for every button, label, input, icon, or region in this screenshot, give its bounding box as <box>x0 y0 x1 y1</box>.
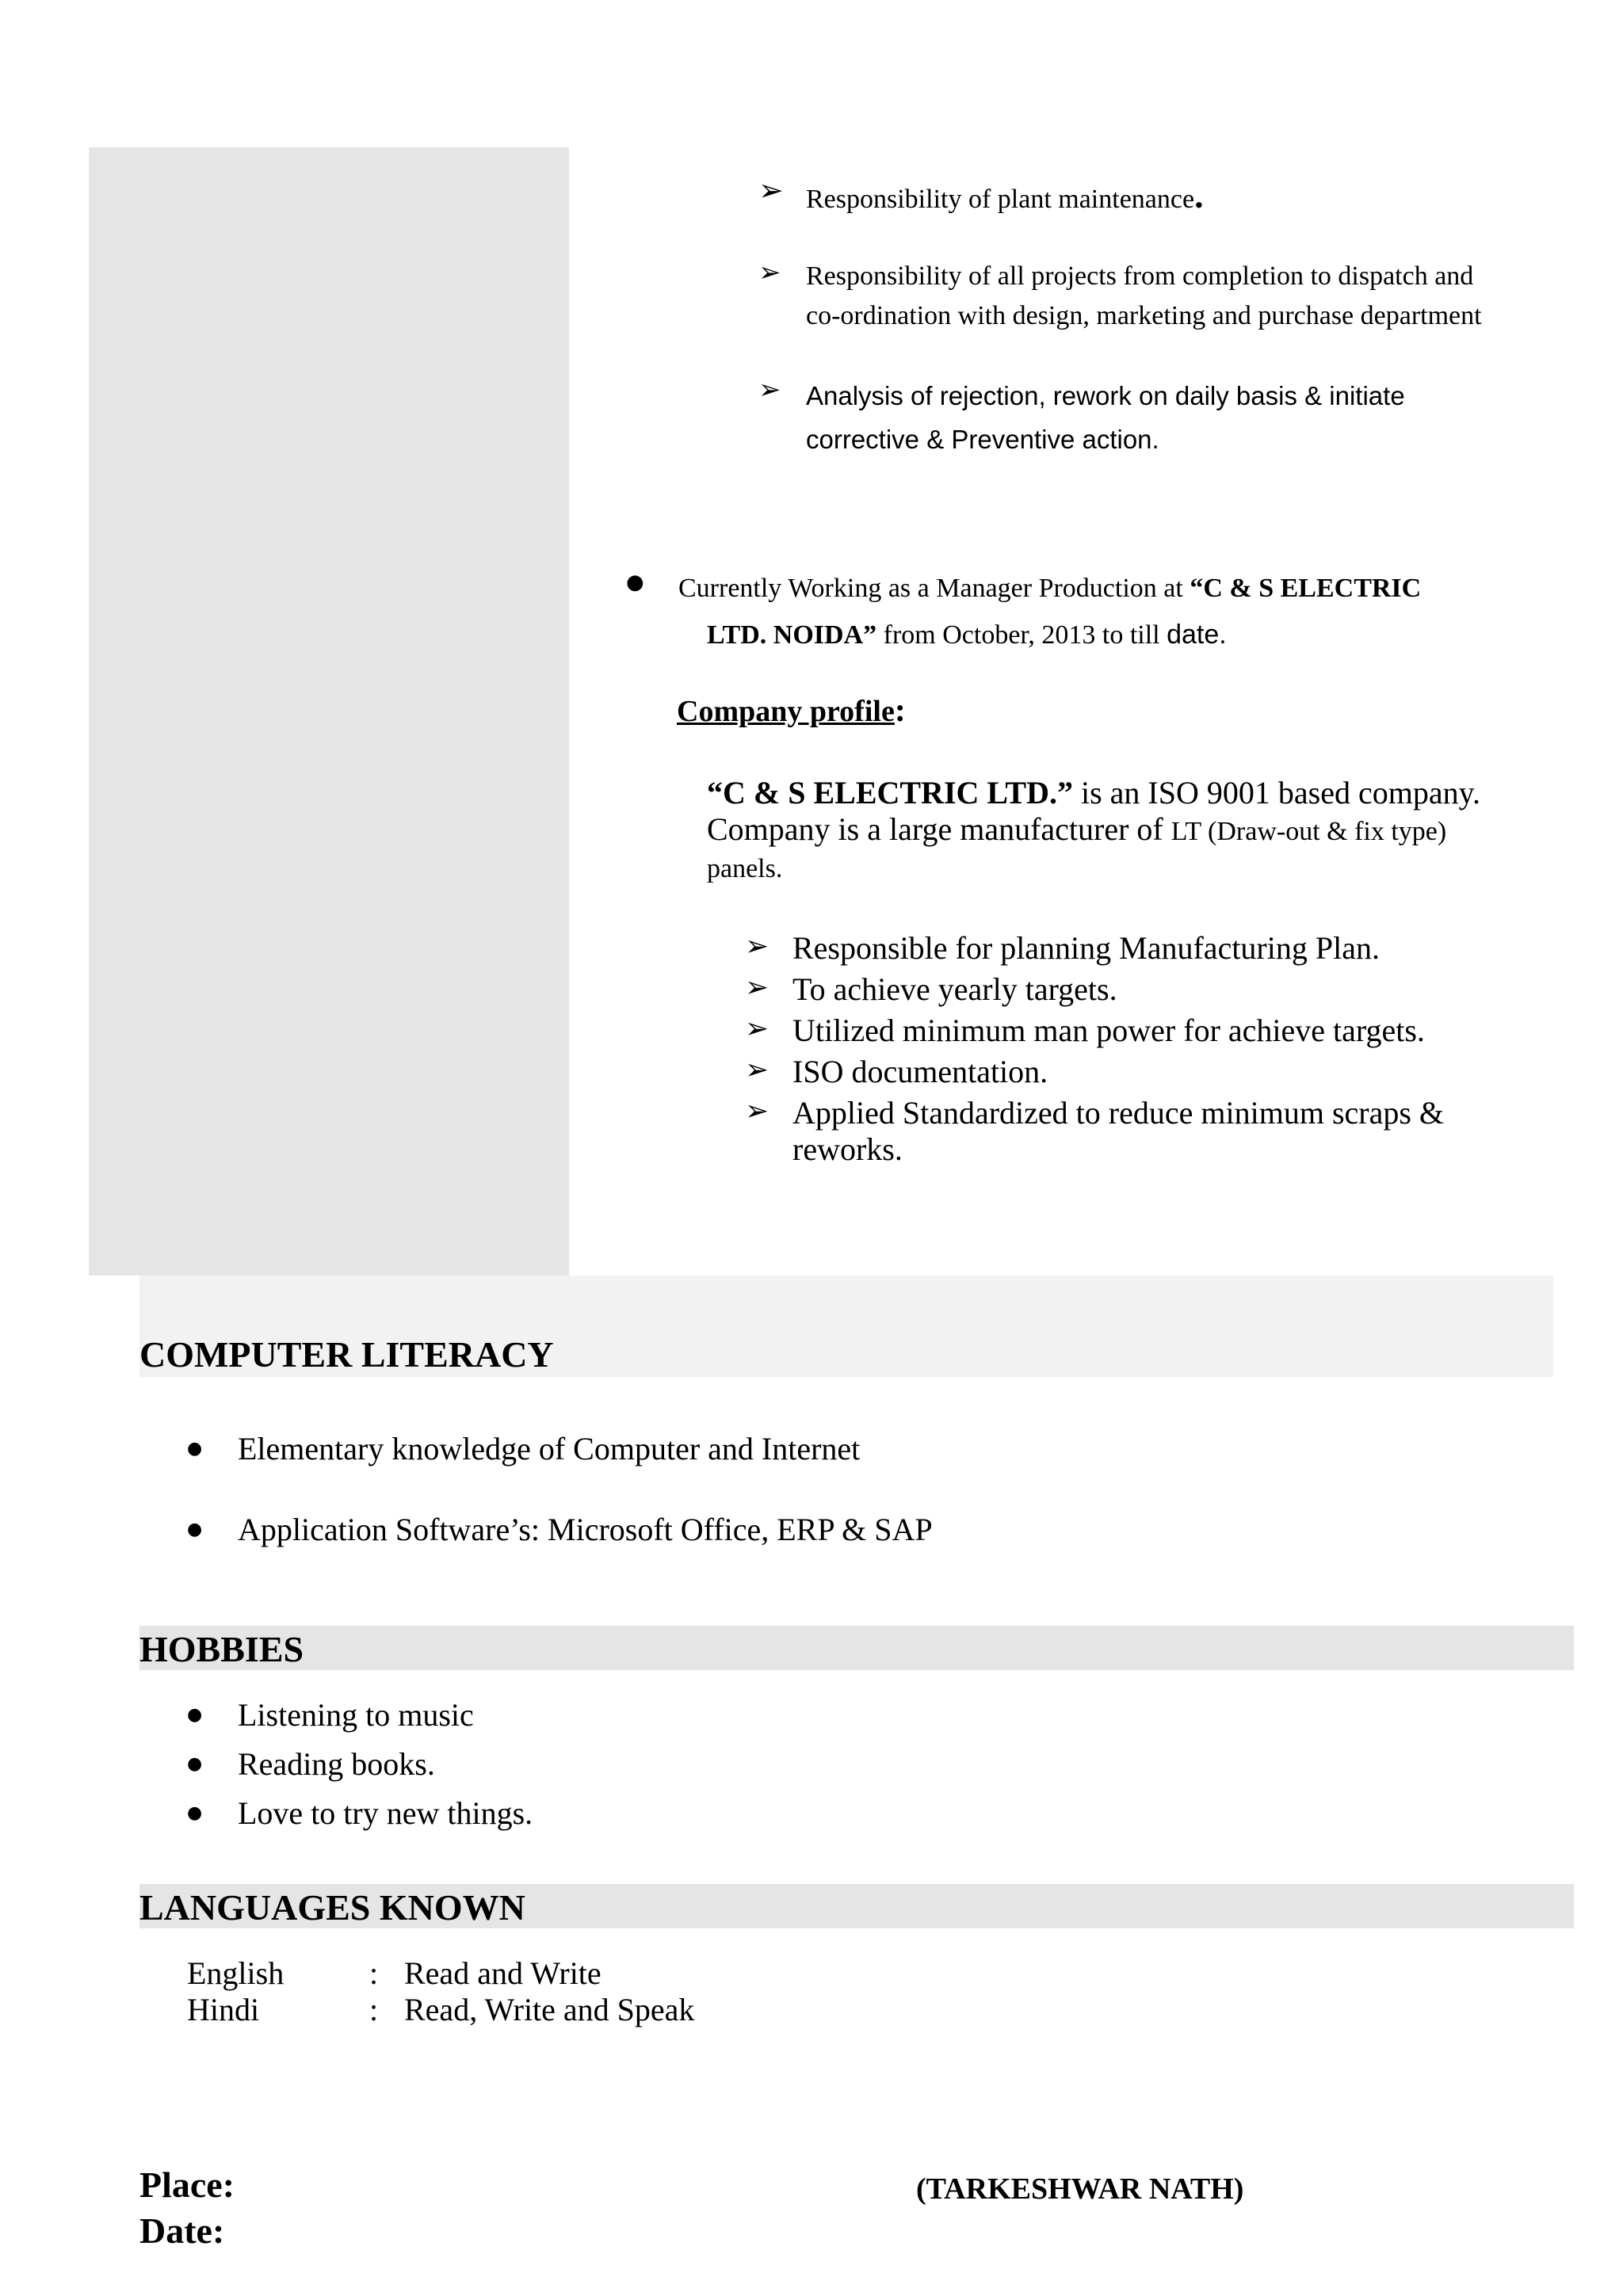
list-item: Analysis of rejection, rework on daily basis & initiate corrective & Preventive action. <box>806 381 1405 454</box>
bullet-icon: ● <box>187 1803 203 1823</box>
list-item: Listening to music <box>238 1697 474 1733</box>
arrow-bullet-icon: ➢ <box>758 374 781 406</box>
date-label: Date: <box>139 2210 225 2251</box>
arrow-bullet-icon: ➢ <box>758 257 781 288</box>
hobbies-heading: HOBBIES <box>139 1629 304 1669</box>
bullet-icon: ● <box>187 1754 203 1774</box>
computer-literacy-heading: COMPUTER LITERACY <box>139 1334 554 1375</box>
list-item: ISO documentation. <box>792 1054 1048 1089</box>
list-item: Utilized minimum man power for achieve targets. <box>792 1013 1425 1048</box>
place-label: Place: <box>139 2164 235 2205</box>
language-ability: Read and Write <box>404 1955 601 1991</box>
language-name: Hindi <box>187 1992 260 2027</box>
list-item: Reading books. <box>238 1746 435 1782</box>
language-separator: : <box>369 1992 379 2027</box>
list-item: Responsibility of all projects from completion to dispatch and co-ordination with design, marketing and purchase department <box>806 261 1482 330</box>
arrow-bullet-icon: ➢ <box>745 1095 769 1127</box>
language-name: English <box>187 1955 285 1991</box>
bullet-icon: ● <box>187 1439 203 1459</box>
current-job-line-2: LTD. NOIDA” from October, 2013 to till date. <box>707 620 1227 650</box>
arrow-bullet-icon: ➢ <box>745 971 769 1004</box>
language-ability: Read, Write and Speak <box>404 1992 695 2027</box>
arrow-bullet-icon: ➢ <box>745 1054 769 1086</box>
left-sidebar-panel <box>89 147 569 1276</box>
list-item: Elementary knowledge of Computer and Internet <box>238 1431 861 1466</box>
list-item: To achieve yearly targets. <box>792 971 1117 1007</box>
current-job-line-1: Currently Working as a Manager Production at “C & S ELECTRIC <box>678 574 1422 603</box>
list-item: Love to try new things. <box>238 1795 533 1831</box>
arrow-bullet-icon: ➢ <box>758 173 784 208</box>
signature-name: (TARKESHWAR NATH) <box>916 2172 1244 2206</box>
list-item: Application Software’s: Microsoft Office, ERP & SAP <box>238 1512 933 1547</box>
arrow-bullet-icon: ➢ <box>745 930 769 963</box>
list-item: Applied Standardized to reduce minimum scraps & reworks. <box>792 1095 1445 1167</box>
company-profile-heading: Company profile: <box>677 692 906 729</box>
company-profile-text: “C & S ELECTRIC LTD.” is an ISO 9001 based company. Company is a large manufacturer of LT (Draw-out & fix type) panels. <box>707 775 1480 883</box>
list-item: Responsible for planning Manufacturing Plan. <box>792 930 1380 966</box>
bullet-icon: ● <box>626 570 644 594</box>
languages-heading: LANGUAGES KNOWN <box>139 1887 525 1928</box>
arrow-bullet-icon: ➢ <box>745 1013 769 1045</box>
hobbies-band <box>139 1626 1574 1670</box>
bullet-icon: ● <box>187 1520 203 1539</box>
language-separator: : <box>369 1955 379 1991</box>
list-item: Responsibility of plant maintenance. <box>806 175 1204 215</box>
bullet-icon: ● <box>187 1705 203 1725</box>
